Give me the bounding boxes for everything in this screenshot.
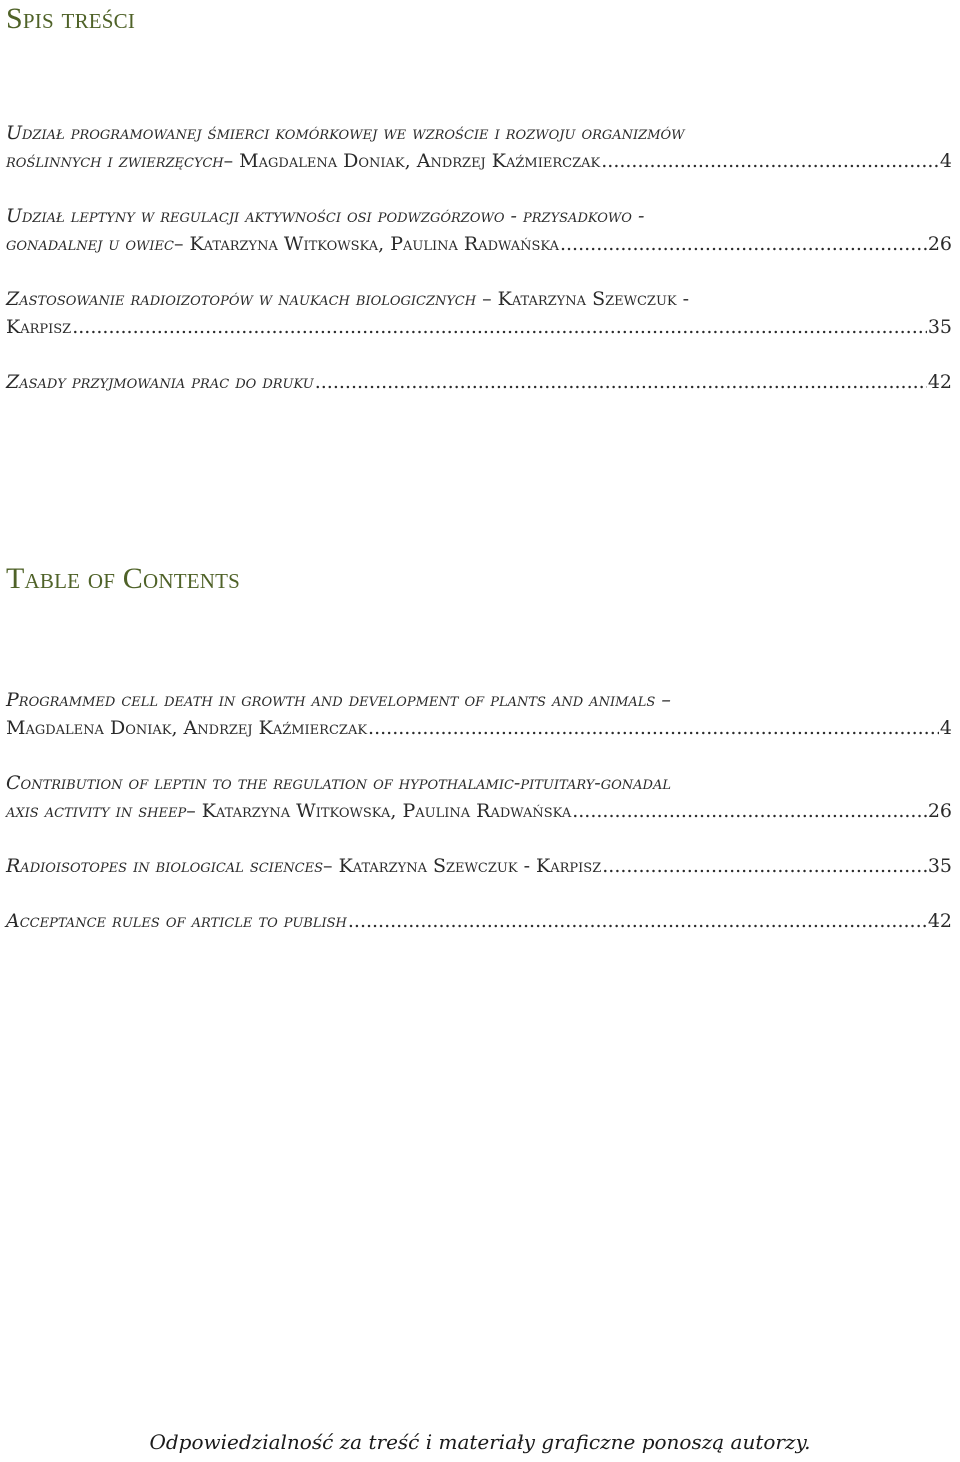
toc-list-pl [6,119,952,396]
footer-disclaimer: Odpowiedzialność za treść i materiały graficzne ponoszą autorzy. [149,1430,811,1454]
entry-title-line: Contribution of leptin to the regulation of hypothalamic-pituitary-gonadal [6,772,671,794]
toc-entry[interactable] [6,686,952,742]
entry-page: 4 [939,150,952,172]
entry-authors: Karpisz [6,316,72,338]
leader-dots [368,714,939,742]
entry-title-line: Programmed cell death in growth and development of plants and animals – [6,689,671,711]
entry-title-line: Udział programowanej śmierci komórkowej we wzroście i rozwoju organizmów [6,122,685,144]
leader-dots [560,230,927,258]
entry-page: 42 [927,371,952,393]
entry-title: roślinnych i zwierzęcych [6,150,224,172]
entry-title: Zasady przyjmowania prac do druku [6,371,314,393]
entry-authors-line: – Katarzyna Szewczuk - [476,288,690,310]
entry-authors: – Katarzyna Witkowska, Paulina Radwańska [173,233,559,255]
toc-title-en: Table of Contents [6,562,241,595]
entry-authors: – Katarzyna Witkowska, Paulina Radwańska [186,800,572,822]
leader-dots [572,797,927,825]
leader-dots [348,907,927,935]
toc-title-pl: Spis treści [6,2,136,35]
entry-authors: – Katarzyna Szewczuk - Karpisz [323,855,602,877]
entry-authors: Magdalena Doniak, Andrzej Kaźmierczak [6,717,368,739]
entry-page: 26 [927,233,952,255]
toc-entry[interactable] [6,769,952,825]
entry-title-line: Zastosowanie radioizotopów w naukach biologicznych [6,288,477,310]
entry-title: Acceptance rules of article to publish [6,910,347,932]
leader-dots [72,313,927,341]
entry-title-line: Udział leptyny w regulacji aktywności osi podwzgórzowo - przysadkowo - [6,205,645,227]
entry-page: 35 [927,855,952,877]
entry-page: 26 [927,800,952,822]
toc-entry[interactable] [6,202,952,258]
entry-title: Radioisotopes in biological sciences [6,855,324,877]
toc-entry[interactable] [6,368,952,396]
toc-entry[interactable] [6,119,952,175]
entry-authors: – Magdalena Doniak, Andrzej Kaźmierczak [223,150,601,172]
toc-entry[interactable] [6,907,952,935]
entry-page: 35 [927,316,952,338]
leader-dots [602,852,927,880]
leader-dots [315,368,927,396]
toc-entry[interactable] [6,285,952,341]
leader-dots [601,147,939,175]
toc-list-en [6,686,952,935]
entry-title: gonadalnej u owiec [6,233,174,255]
toc-entry[interactable] [6,852,952,880]
entry-title: axis activity in sheep [6,800,187,822]
entry-page: 42 [927,910,952,932]
entry-page: 4 [939,717,952,739]
